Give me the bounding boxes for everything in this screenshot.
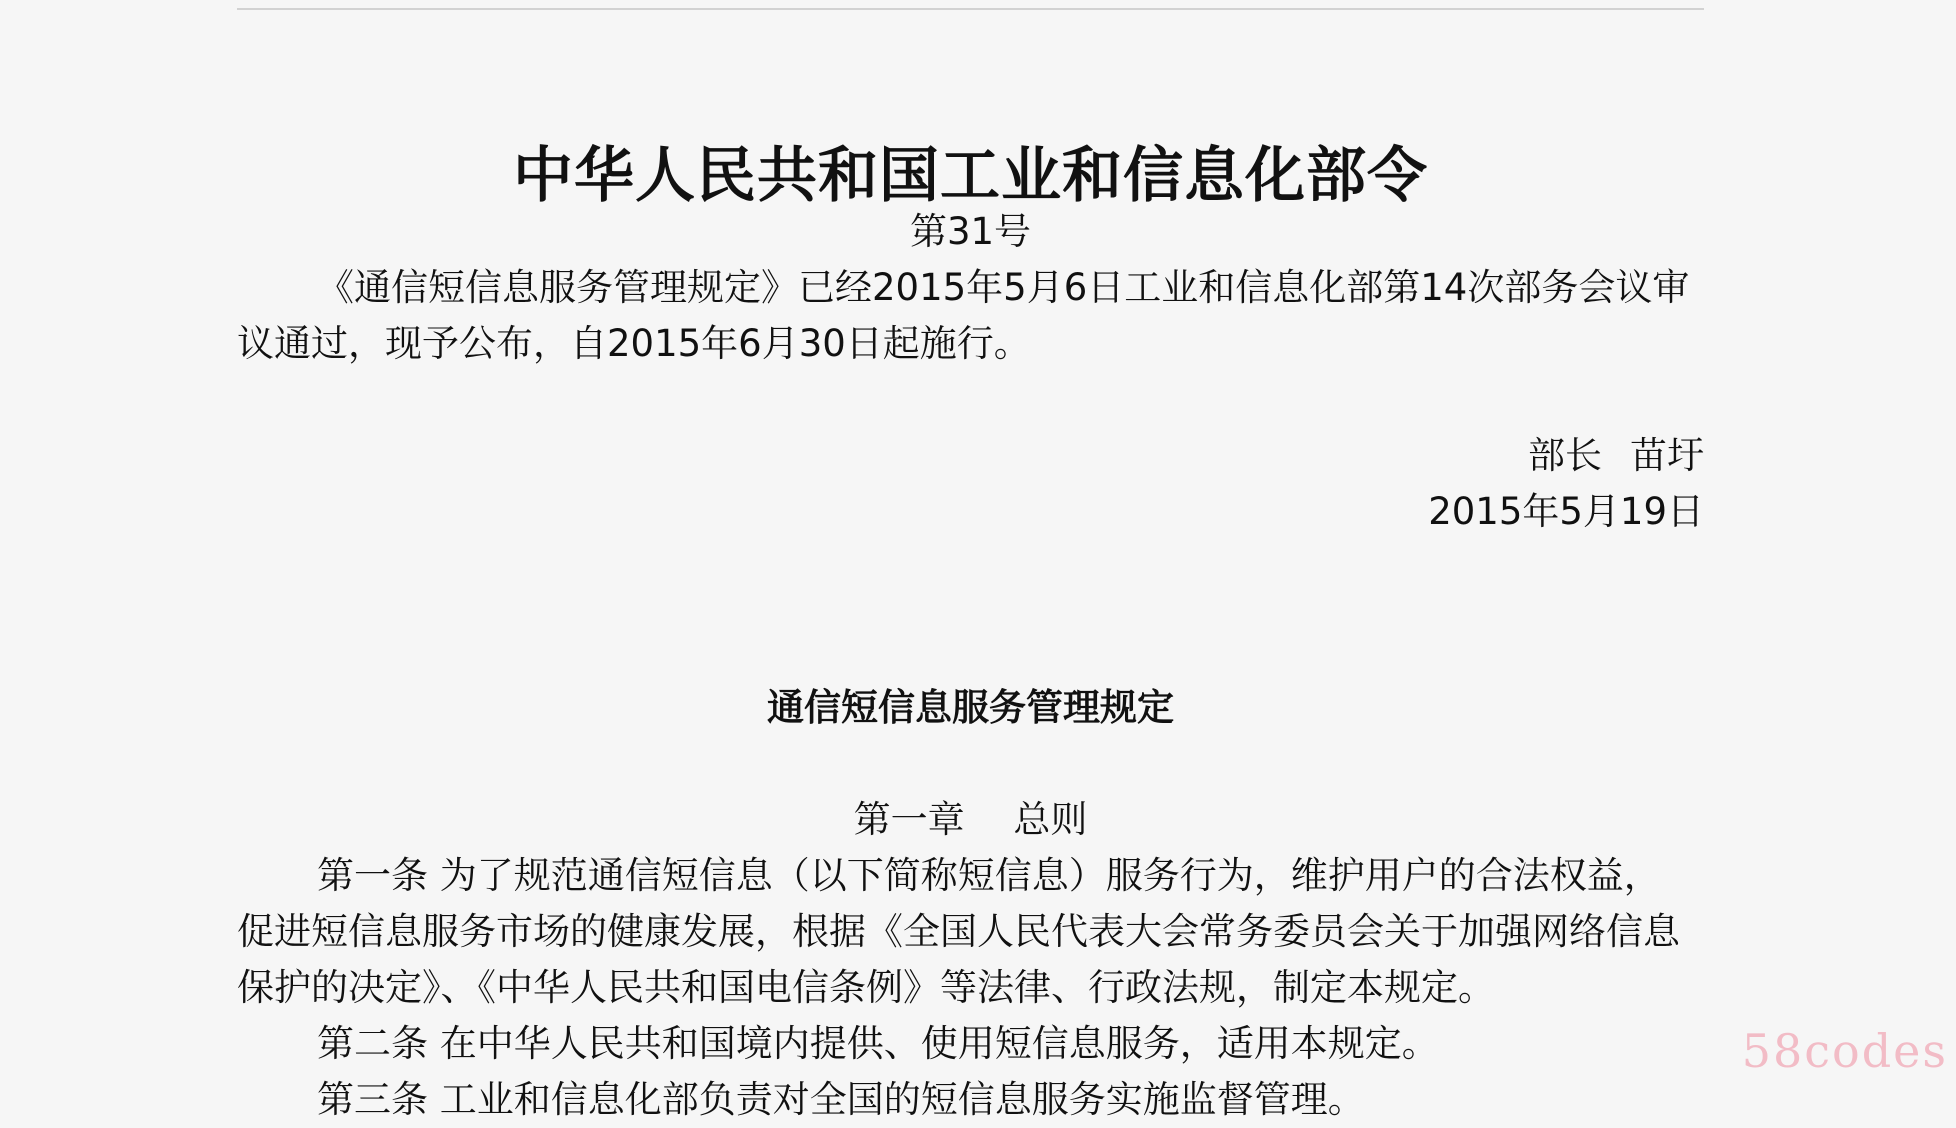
decree-title: 中华人民共和国工业和信息化部令: [513, 141, 1428, 211]
regulation-title: 通信短信息服务管理规定: [767, 686, 1174, 729]
article-1-line-3: 保护的决定》、《中华人民共和国电信条例》等法律、行政法规，制定本规定。: [237, 966, 1495, 1009]
article-3-partial: 第三条 工业和信息化部负责对全国的短信息服务实施监督管理。: [317, 1078, 1365, 1121]
watermark: 58codes: [1741, 1024, 1948, 1078]
article-2: 第二条 在中华人民共和国境内提供、使用短信息服务，适用本规定。: [317, 1022, 1439, 1065]
decree-intro-line-2: 议通过，现予公布，自2015年6月30日起施行。: [237, 322, 1031, 365]
top-divider: [237, 8, 1704, 10]
article-1-line-2: 促进短信息服务市场的健康发展，根据《全国人民代表大会常务委员会关于加强网络信息: [237, 910, 1680, 953]
article-1-line-1: 第一条 为了规范通信短信息（以下简称短信息）服务行为，维护用户的合法权益，: [317, 854, 1661, 897]
signatory: [237, 428, 1704, 484]
signatory-name: 苗圩: [1630, 434, 1704, 477]
decree-intro-line-1: 《通信短信息服务管理规定》已经2015年5月6日工业和信息化部第14次部务会议审: [317, 266, 1690, 309]
decree-number: 第31号: [909, 210, 1032, 253]
signatory-title: 部长: [1528, 434, 1602, 477]
decree-date: 2015年5月19日: [1428, 490, 1704, 533]
chapter-heading: 第一章 总则: [853, 798, 1088, 841]
